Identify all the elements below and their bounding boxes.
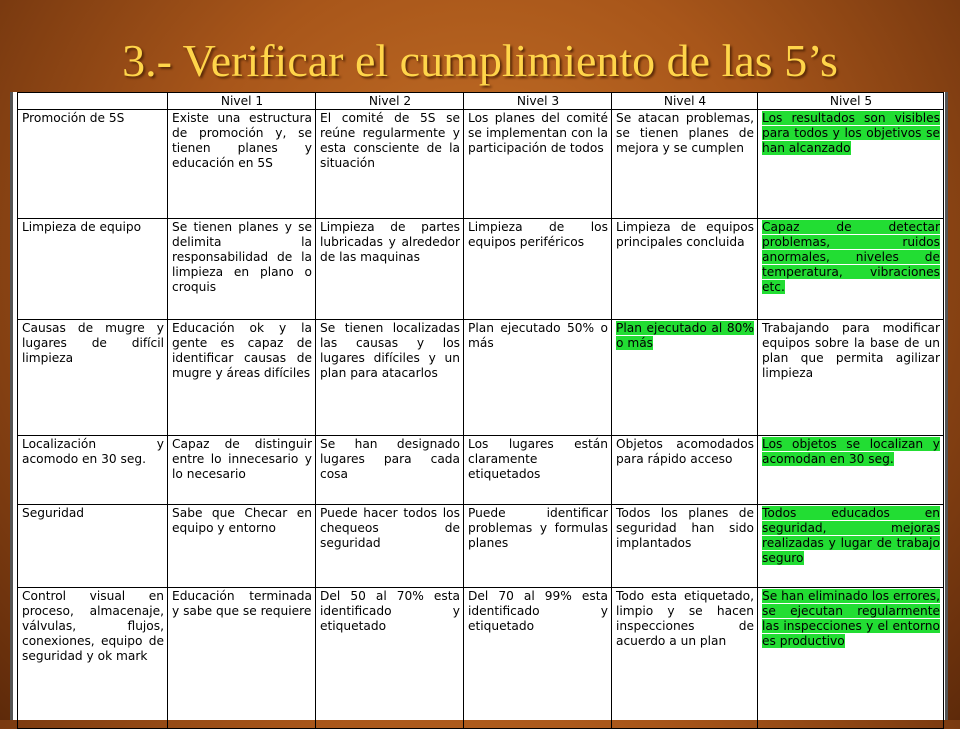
- table-cell: Del 70 al 99% esta identificado y etiquetado: [464, 588, 612, 729]
- highlighted-text: Todos educados en seguridad, mejoras realizadas y lugar de trabajo seguro: [762, 506, 940, 565]
- table-cell: Limpieza de partes lubricadas y alrededor de las maquinas: [316, 219, 464, 320]
- row-label: Seguridad: [18, 505, 168, 588]
- header-nivel-3: Nivel 3: [464, 93, 612, 110]
- table-cell: Capaz de distinguir entre lo innecesario y lo necesario: [168, 436, 316, 505]
- table-cell: Objetos acomodados para rápido acceso: [612, 436, 758, 505]
- highlighted-text: Se han eliminado los errores, se ejecutan regularmente las inspecciones y el entorno es productivo: [762, 589, 940, 648]
- table-cell: [758, 110, 944, 219]
- table-row: [18, 505, 944, 588]
- table-cell: Se han designado lugares para cada cosa: [316, 436, 464, 505]
- header-nivel-1: Nivel 1: [168, 93, 316, 110]
- table-cell: Se atacan problemas, se tienen planes de mejora y se cumplen: [612, 110, 758, 219]
- table-cell: [758, 436, 944, 505]
- table-cell: Limpieza de equipos principales concluida: [612, 219, 758, 320]
- row-label: Promoción de 5S: [18, 110, 168, 219]
- table-cell: Todo esta etiquetado, limpio y se hacen inspecciones de acuerdo a un plan: [612, 588, 758, 729]
- highlighted-text: Los objetos se localizan y acomodan en 30 seg.: [762, 437, 940, 466]
- row-label: Localización y acomodo en 30 seg.: [18, 436, 168, 505]
- row-label: Limpieza de equipo: [18, 219, 168, 320]
- table-cell: Del 50 al 70% esta identificado y etiquetado: [316, 588, 464, 729]
- rubric-table: [17, 92, 944, 729]
- table-cell: Limpieza de los equipos periféricos: [464, 219, 612, 320]
- header-nivel-5: Nivel 5: [758, 93, 944, 110]
- table-cell: Trabajando para modificar equipos sobre la base de un plan que permita agilizar limpieza: [758, 320, 944, 436]
- highlighted-text: Los resultados son visibles para todos y los objetivos se han alcanzado: [762, 111, 940, 155]
- rubric-sheet: [10, 92, 948, 720]
- table-cell: Los lugares están claramente etiquetados: [464, 436, 612, 505]
- table-cell: El comité de 5S se reúne regularmente y esta consciente de la situación: [316, 110, 464, 219]
- header-nivel-2: Nivel 2: [316, 93, 464, 110]
- slide-title: 3.- Verificar el cumplimiento de las 5’s: [122, 35, 838, 86]
- table-cell: Sabe que Checar en equipo y entorno: [168, 505, 316, 588]
- highlighted-text: Plan ejecutado al 80% o más: [616, 321, 754, 350]
- table-cell: Existe una estructura de promoción y, se tienen planes y educación en 5S: [168, 110, 316, 219]
- table-cell: Puede identificar problemas y formulas planes: [464, 505, 612, 588]
- table-cell: [612, 320, 758, 436]
- table-cell: [758, 219, 944, 320]
- header-row: [18, 93, 944, 110]
- table-cell: Los planes del comité se implementan con la participación de todos: [464, 110, 612, 219]
- header-corner: [18, 93, 168, 110]
- table-row: [18, 219, 944, 320]
- table-cell: [758, 505, 944, 588]
- row-label: Causas de mugre y lugares de difícil limpieza: [18, 320, 168, 436]
- highlighted-text: Capaz de detectar problemas, ruidos anormales, niveles de temperatura, vibraciones etc.: [762, 220, 940, 294]
- table-cell: Puede hacer todos los chequeos de seguridad: [316, 505, 464, 588]
- table-cell: Educación terminada y sabe que se requiere: [168, 588, 316, 729]
- table-row: [18, 320, 944, 436]
- table-cell: Educación ok y la gente es capaz de identificar causas de mugre y áreas difíciles: [168, 320, 316, 436]
- header-nivel-4: Nivel 4: [612, 93, 758, 110]
- table-cell: Plan ejecutado 50% o más: [464, 320, 612, 436]
- table-row: [18, 588, 944, 729]
- table-cell: Todos los planes de seguridad han sido implantados: [612, 505, 758, 588]
- table-row: [18, 436, 944, 505]
- table-cell: Se tienen localizadas las causas y los lugares difíciles y un plan para atacarlos: [316, 320, 464, 436]
- table-row: [18, 110, 944, 219]
- row-label: Control visual en proceso, almacenaje, válvulas, flujos, conexiones, equipo de seguridad y ok mark: [18, 588, 168, 729]
- table-cell: [758, 588, 944, 729]
- table-cell: Se tienen planes y se delimita la responsabilidad de la limpieza en plano o croquis: [168, 219, 316, 320]
